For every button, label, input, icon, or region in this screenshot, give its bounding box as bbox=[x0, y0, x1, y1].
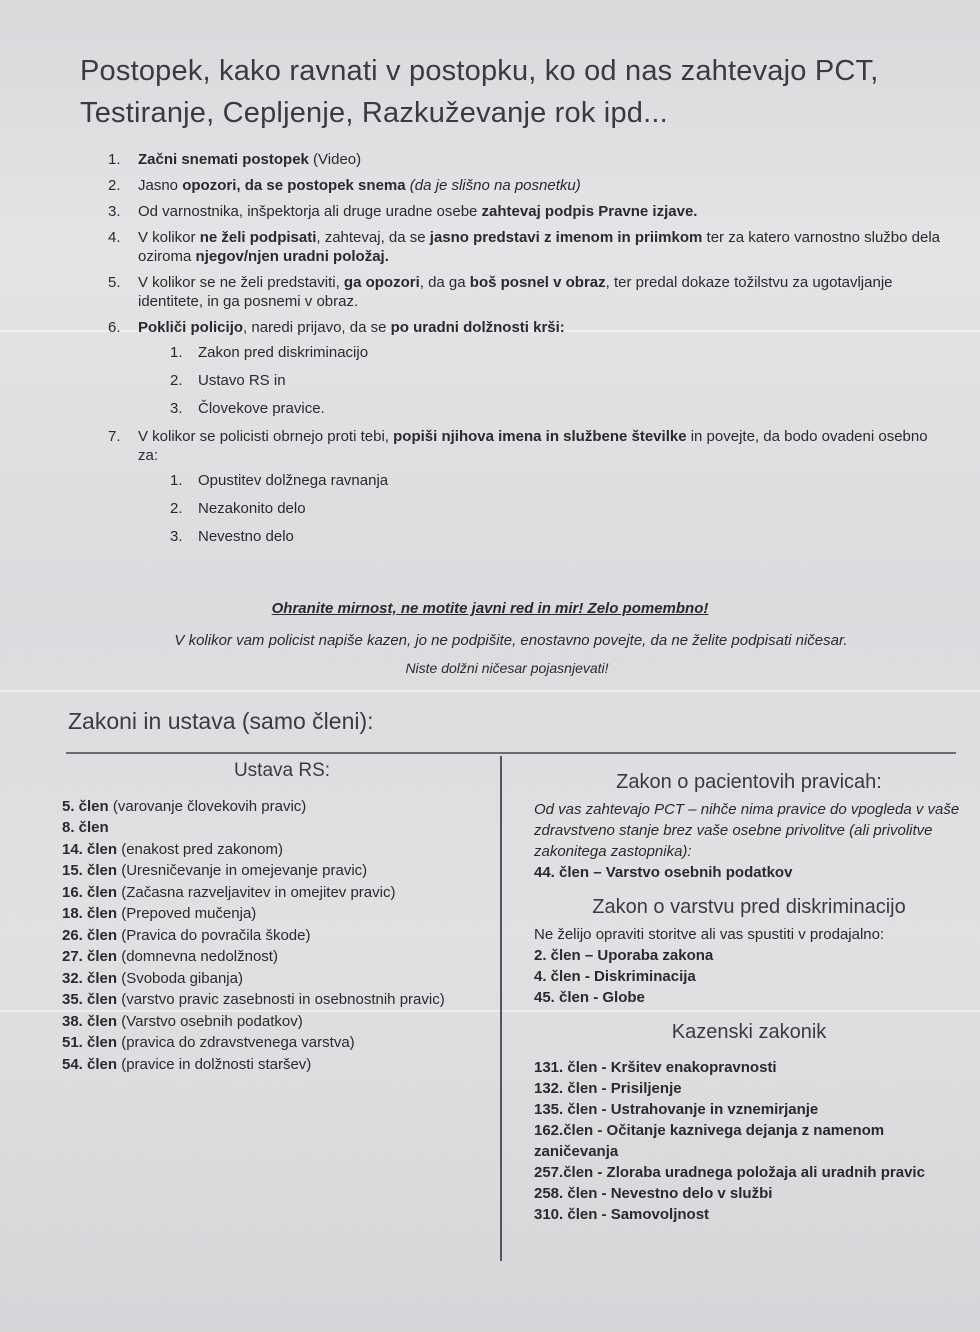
sublist-text: Ustavo RS in bbox=[198, 372, 286, 389]
article-desc: (pravica do zdravstvenega varstva) bbox=[117, 1034, 355, 1051]
kazenski-heading: Kazenski zakonik bbox=[671, 1021, 827, 1043]
pacient-item: 44. člen – Varstvo osebnih podatkov bbox=[534, 864, 793, 881]
diskrim-list bbox=[534, 945, 964, 1008]
sublist-number: 1. bbox=[170, 472, 183, 489]
procedure-step bbox=[100, 176, 950, 195]
sublist-text: Zakon pred diskriminacijo bbox=[198, 344, 369, 361]
step-text-part: Začni snemati postopek bbox=[138, 151, 314, 168]
ustava-heading: Ustava RS: bbox=[233, 760, 331, 781]
article-number: 16. člen bbox=[62, 883, 118, 901]
sublist-item bbox=[166, 471, 950, 490]
sublist-number: 3. bbox=[170, 528, 183, 545]
sublist-number: 2. bbox=[170, 500, 183, 517]
laws-right-column bbox=[534, 772, 964, 1225]
pacient-list bbox=[534, 862, 964, 883]
article-number: 5. člen bbox=[62, 797, 109, 815]
diskrim-intro: Ne želijo opraviti storitve ali vas spustiti v prodajalno: bbox=[534, 926, 885, 943]
step-number: 1. bbox=[108, 151, 121, 168]
step-text-part: boš posnel v obraz bbox=[469, 274, 606, 291]
explain-note: Niste dolžni ničesar pojasnjevati! bbox=[405, 660, 609, 676]
article-desc: (Pravica do povračila škode) bbox=[117, 926, 311, 944]
ustava-item bbox=[62, 860, 492, 882]
article-desc: (Svoboda gibanja) bbox=[117, 969, 243, 987]
step-text-part: , ter predal dokaze tožilstvu za ugotavljanje identitete, in ga posnemi v obraz. bbox=[138, 274, 893, 310]
step-text-part: , naredi prijavo, da se bbox=[243, 319, 391, 336]
step-text bbox=[138, 319, 565, 336]
step-text-part: V kolikor se ne želi predstaviti, bbox=[138, 274, 344, 291]
article-desc: (varovanje človekovih pravic) bbox=[108, 797, 307, 815]
step-number: 6. bbox=[108, 319, 121, 336]
step-text-part: po uradni dolžnosti krši: bbox=[390, 319, 565, 336]
ustava-item bbox=[62, 796, 492, 818]
procedure-step bbox=[100, 273, 950, 311]
article-number: 8. člen bbox=[62, 819, 109, 836]
procedure-step bbox=[100, 318, 950, 418]
ustava-item bbox=[62, 1032, 492, 1054]
step-sublist bbox=[166, 471, 950, 546]
title-line-2: Testiranje, Cepljenje, Razkuževanje rok ipd... bbox=[80, 97, 668, 129]
divider-horizontal bbox=[66, 752, 956, 754]
ustava-item bbox=[62, 925, 492, 947]
article-number: 51. člen bbox=[62, 1034, 118, 1051]
important-note: Ohranite mirnost, ne motite javni red in mir! Zelo pomembno! bbox=[271, 600, 709, 617]
step-text bbox=[138, 177, 581, 194]
article-number: 27. člen bbox=[62, 948, 118, 965]
step-number: 7. bbox=[108, 428, 121, 445]
ustava-item bbox=[62, 1054, 492, 1076]
sublist-item bbox=[166, 343, 950, 362]
article-number: 32. člen bbox=[62, 969, 118, 987]
step-text-part: opozori, da se postopek snema bbox=[182, 177, 410, 194]
sublist-item bbox=[166, 527, 950, 546]
article-desc: (Varstvo osebnih podatkov) bbox=[117, 1012, 303, 1030]
step-text-part: popiši njihova imena in službene številke bbox=[393, 428, 687, 445]
kazenski-item: 132. člen - Prisiljenje bbox=[534, 1080, 682, 1097]
ustava-list bbox=[62, 796, 492, 1076]
article-number: 54. člen bbox=[62, 1055, 118, 1073]
step-text-part: , zahtevaj, da se bbox=[316, 229, 430, 246]
step-text-part: ga opozori bbox=[343, 274, 420, 291]
kazenski-item: 131. člen - Kršitev enakopravnosti bbox=[534, 1059, 777, 1076]
diskrim-heading: Zakon o varstvu pred diskriminacijo bbox=[592, 896, 906, 918]
diskrim-item: 4. člen - Diskriminacija bbox=[534, 968, 696, 985]
step-text-part: njegov/njen uradni položaj. bbox=[195, 248, 389, 265]
step-text-part: Od varnostnika, inšpektorja ali druge uradne osebe bbox=[138, 203, 482, 220]
laws-title: Zakoni in ustava (samo členi): bbox=[68, 708, 374, 734]
ustava-item bbox=[62, 903, 492, 925]
sublist-item bbox=[166, 371, 950, 390]
ustava-item bbox=[62, 989, 492, 1011]
sublist-text: Nevestno delo bbox=[198, 528, 294, 545]
step-number: 5. bbox=[108, 274, 121, 291]
step-text-part: (Video) bbox=[313, 151, 362, 168]
ustava-item bbox=[62, 1011, 492, 1033]
step-text-part: V kolikor bbox=[138, 229, 200, 246]
sublist-item bbox=[166, 499, 950, 518]
step-text bbox=[138, 229, 940, 265]
step-sublist bbox=[166, 343, 950, 418]
step-text-part: , da ga bbox=[419, 274, 470, 291]
step-text-part: ter za katero varnostno službo dela oziroma bbox=[138, 229, 940, 265]
fine-note: V kolikor vam policist napiše kazen, jo ne podpišite, enostavno povejte, da ne želite podpisati ničesar. bbox=[174, 632, 848, 649]
article-desc: (pravice in dolžnosti staršev) bbox=[117, 1055, 312, 1073]
ustava-item bbox=[62, 839, 492, 861]
step-text-part: in povejte, da bodo ovadeni osebno za: bbox=[138, 428, 928, 464]
step-number: 4. bbox=[108, 229, 121, 246]
sublist-text: Človekove pravice. bbox=[198, 400, 325, 417]
step-text-part: zahtevaj podpis Pravne izjave. bbox=[481, 203, 698, 220]
article-number: 18. člen bbox=[62, 905, 118, 922]
ustava-column bbox=[62, 760, 492, 1075]
ustava-item bbox=[62, 968, 492, 990]
ustava-item bbox=[62, 817, 492, 839]
article-number: 35. člen bbox=[62, 991, 118, 1008]
article-desc: (domnevna nedolžnost) bbox=[117, 948, 278, 965]
step-text-part: ne želi podpisati bbox=[199, 229, 317, 246]
procedure-step bbox=[100, 202, 950, 221]
step-text-part: Jasno bbox=[138, 177, 183, 194]
kazenski-item: 258. člen - Nevestno delo v službi bbox=[534, 1185, 773, 1202]
sublist-item bbox=[166, 399, 950, 418]
step-text bbox=[138, 151, 361, 168]
article-number: 38. člen bbox=[62, 1012, 118, 1030]
kazenski-item: 257.člen - Zloraba uradnega položaja ali uradnih pravic bbox=[534, 1164, 925, 1181]
step-text bbox=[138, 428, 928, 464]
procedure-steps bbox=[100, 150, 950, 555]
ustava-item bbox=[62, 882, 492, 904]
pacient-heading: Zakon o pacientovih pravicah: bbox=[616, 771, 882, 793]
step-text bbox=[138, 274, 893, 310]
article-number: 14. člen bbox=[62, 840, 118, 858]
kazenski-item: 162.člen - Očitanje kaznivega dejanja z namenom zaničevanja bbox=[534, 1122, 885, 1160]
article-number: 26. člen bbox=[62, 926, 118, 944]
divider-vertical bbox=[500, 756, 502, 1261]
step-text-part: Pokliči policijo bbox=[138, 319, 244, 336]
kazenski-item: 310. člen - Samovoljnost bbox=[534, 1206, 710, 1223]
article-desc: (Začasna razveljavitev in omejitev pravic) bbox=[117, 883, 396, 901]
ustava-item bbox=[62, 946, 492, 968]
step-text-part: V kolikor se policisti obrnejo proti tebi, bbox=[138, 428, 394, 445]
sublist-number: 2. bbox=[170, 372, 183, 389]
procedure-step bbox=[100, 228, 950, 266]
sublist-number: 1. bbox=[170, 344, 183, 361]
article-number: 15. člen bbox=[62, 862, 118, 879]
paper-fold bbox=[0, 690, 980, 692]
step-number: 2. bbox=[108, 177, 121, 194]
procedure-step bbox=[100, 150, 950, 169]
sublist-text: Opustitev dolžnega ravnanja bbox=[198, 472, 389, 489]
sublist-number: 3. bbox=[170, 400, 183, 417]
kazenski-item: 135. člen - Ustrahovanje in vznemirjanje bbox=[534, 1101, 819, 1118]
procedure-step bbox=[100, 427, 950, 546]
article-desc: (Uresničevanje in omejevanje pravic) bbox=[117, 862, 368, 879]
article-desc: (varstvo pravic zasebnosti in osebnostnih pravic) bbox=[117, 991, 445, 1008]
step-text-part: jasno predstavi z imenom in priimkom bbox=[429, 229, 703, 246]
article-desc: (Prepoved mučenja) bbox=[117, 905, 257, 922]
diskrim-item: 2. člen – Uporaba zakona bbox=[534, 947, 714, 964]
sublist-text: Nezakonito delo bbox=[198, 500, 306, 517]
step-text-part: (da je slišno na posnetku) bbox=[409, 177, 581, 194]
kazenski-list bbox=[534, 1057, 964, 1225]
title-line-1: Postopek, kako ravnati v postopku, ko od nas zahtevajo PCT, bbox=[80, 55, 879, 87]
step-number: 3. bbox=[108, 203, 121, 220]
diskrim-item: 45. člen - Globe bbox=[534, 989, 645, 1006]
article-desc: (enakost pred zakonom) bbox=[117, 840, 283, 858]
page-title bbox=[80, 50, 940, 134]
step-text bbox=[138, 203, 697, 220]
pacient-intro: Od vas zahtevajo PCT – nihče nima pravice do vpogleda v vaše zdravstveno stanje brez vaše osebne privolitve (ali privolitve zakonitega zastopnika): bbox=[534, 801, 960, 860]
